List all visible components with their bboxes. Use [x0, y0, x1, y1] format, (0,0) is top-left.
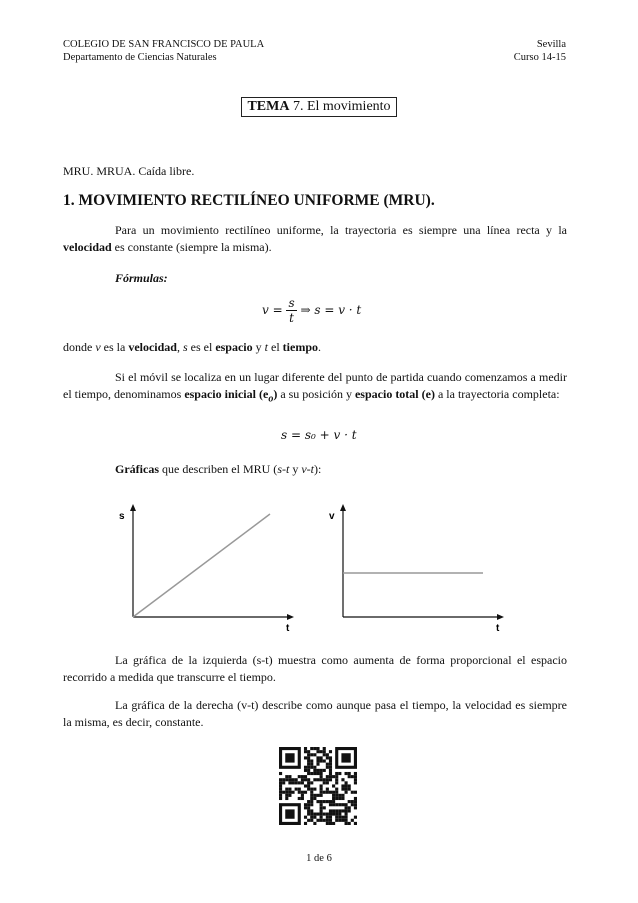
- school-name: COLEGIO DE SAN FRANCISCO DE PAULA: [63, 39, 265, 50]
- title-rest: 7. El movimiento: [289, 99, 391, 114]
- page-number: 1 de 6: [306, 853, 332, 864]
- intro-text-end: es constante (siempre la misma).: [111, 240, 272, 254]
- intro-text: Para un movimiento rectilíneo uniforme, la trayectoria es siempre una línea recta y la: [115, 223, 567, 237]
- x-axis-label: t: [286, 623, 290, 634]
- formula-velocity: [262, 296, 361, 325]
- intro-bold: velocidad: [63, 240, 112, 254]
- y-axis-arrow: [130, 504, 136, 511]
- x-axis-arrow: [497, 614, 504, 620]
- chart-s-t: [110, 500, 310, 635]
- header-right: [514, 38, 566, 64]
- x-axis-arrow: [287, 614, 294, 620]
- title-bold: TEMA: [247, 99, 290, 114]
- page-title: [241, 97, 397, 117]
- y-axis-label: v: [329, 511, 335, 522]
- fraction-den: t: [289, 311, 294, 325]
- formula-position: s = s₀ + v · t: [281, 428, 357, 442]
- series-line: [133, 514, 270, 617]
- qr-code-image[interactable]: [279, 747, 357, 825]
- chart-v-t: [320, 500, 520, 635]
- graphs-label: Gráficas que describen el MRU (s-t y v-t):: [115, 462, 322, 476]
- intro-paragraph: [63, 222, 567, 256]
- explanation-right-chart: La gráfica de la derecha (v-t) describe como aunque pasa el tiempo, la velocidad es siempre la misma, es decir, constante.: [63, 698, 567, 729]
- fraction-num: s: [288, 296, 295, 310]
- course: Curso 14-15: [513, 52, 566, 63]
- formulas-label: Fórmulas:: [115, 271, 168, 285]
- y-axis-label: s: [119, 511, 125, 522]
- formula-lhs: v =: [262, 303, 283, 317]
- fraction: [286, 296, 296, 325]
- topics-line: MRU. MRUA. Caída libre.: [63, 164, 195, 178]
- department-name: Departamento de Ciencias Naturales: [63, 52, 217, 63]
- header-left: [63, 38, 264, 64]
- x-axis-label: t: [496, 623, 500, 634]
- formula-rhs: ⇒ s = v · t: [300, 303, 362, 317]
- city: Sevilla: [536, 39, 566, 50]
- explanation-left-chart: La gráfica de la izquierda (s-t) muestra como aumenta de forma proporcional el espacio recorrido a medida que transcurre el tiempo.: [63, 653, 567, 684]
- section-heading: 1. MOVIMIENTO RECTILÍNEO UNIFORME (MRU).: [63, 192, 435, 209]
- where-line: donde v es la velocidad, s es el espacio y t el tiempo.: [63, 340, 321, 354]
- initial-space-paragraph: Si el móvil se localiza en un lugar diferente del punto de partida cuando comenzamos a medir el tiempo, denominamos espacio inicial $(e_o)$ a su posición y espacio total (e) a la trayectoria completa:: [63, 370, 567, 405]
- y-axis-arrow: [340, 504, 346, 511]
